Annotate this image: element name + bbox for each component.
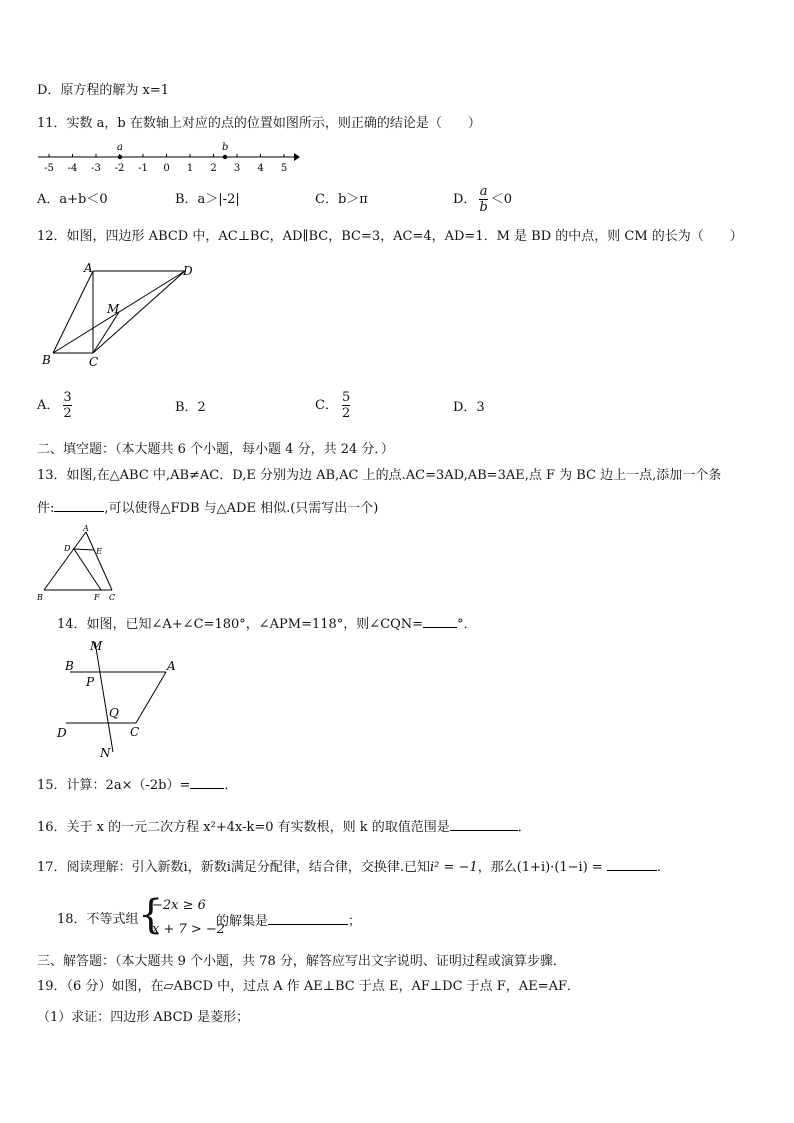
numberline-tick-label: 0 <box>163 163 170 174</box>
q12-label-a: A <box>84 261 93 275</box>
q13-line2 <box>37 499 378 517</box>
q16-answer-blank[interactable] <box>450 818 518 831</box>
q15-prefix: 15．计算：2a×（-2b）= <box>37 778 191 793</box>
q11-option-c: C．b＞π <box>315 192 368 207</box>
q12-option-a <box>37 390 72 421</box>
q12-figure <box>36 262 206 372</box>
q12-option-c-prefix: C． <box>315 397 338 413</box>
q14-stem-suffix: °． <box>457 617 477 632</box>
numberline-tick-label: -5 <box>44 163 54 174</box>
numberline-tick-label: -4 <box>67 163 78 174</box>
fraction-numerator: a <box>479 184 488 199</box>
q12-label-m: M <box>107 302 120 316</box>
q11-option-a: A．a+b＜0 <box>37 192 108 207</box>
q17-prefix: 17．阅读理解：引入新数i，新数i满足分配律，结合律，交换律.已知 <box>37 860 430 875</box>
q12-label-b: B <box>42 353 51 367</box>
numberline-tick-label: 5 <box>280 163 288 174</box>
q13-label-d: D <box>64 544 71 553</box>
section3-heading: 三、解答题：（本大题共 9 个小题，共 78 分，解答应写出文字说明、证明过程或演算步骤． <box>37 954 566 969</box>
q11-label-a: a <box>117 142 123 153</box>
q17-math-i-squared: i² = −1 <box>430 860 478 875</box>
q15-stem <box>37 776 237 794</box>
numberline-tick-label: 4 <box>257 163 264 174</box>
q13-line1: 13．如图,在△ABC 中,AB≠AC．D,E 分别为边 AB,AC 上的点.AC=3AD,AB=3AE,点 F 为 BC 边上一点,添加一个条 <box>37 468 722 483</box>
q12-option-a-fraction <box>63 390 71 421</box>
numberline-tick-label: 2 <box>210 163 217 174</box>
q16-suffix: ． <box>517 820 531 835</box>
q11-label-b: b <box>222 142 229 153</box>
section2-heading: 二、填空题：（本大题共 6 个小题，每小题 4 分，共 24 分．） <box>37 442 394 457</box>
fraction-denominator: 2 <box>341 406 351 421</box>
q18-end: ； <box>348 914 362 929</box>
q12-option-c <box>315 390 350 421</box>
q19-stem: 19．（6 分）如图，在▱ABCD 中，过点 A 作 AE⊥BC 于点 E，AF⊥DC 于点 F，AE=AF． <box>37 979 580 994</box>
q17-suffix: . <box>656 860 661 875</box>
q14-label-c: C <box>130 725 140 739</box>
q11-number-line <box>36 140 301 174</box>
q18-suffix: 的解集是 <box>216 914 269 929</box>
q14-stem <box>57 615 477 633</box>
q16-stem <box>37 818 531 836</box>
q14-label-a: A <box>167 659 176 673</box>
q12-stem: 12．如图，四边形 ABCD 中，AC⊥BC，AD∥BC，BC=3，AC=4，AD=1．M 是 BD 的中点，则 CM 的长为（ ） <box>37 229 743 244</box>
q14-figure <box>50 636 190 764</box>
q11-option-d <box>453 184 512 215</box>
fraction-denominator: b <box>479 200 488 215</box>
q17-answer-blank[interactable] <box>607 858 657 871</box>
numberline-tick-label: -2 <box>114 163 125 174</box>
q11-option-b: B．a＞|-2| <box>175 192 240 207</box>
q12-label-c: C <box>89 355 99 369</box>
numberline-tick-label: -1 <box>138 163 148 174</box>
q13-label-c: C <box>109 593 116 602</box>
fraction-numerator: 5 <box>341 390 351 405</box>
q11-point-a <box>118 155 122 159</box>
q11-option-d-prefix: D． <box>453 191 477 207</box>
q11-stem: 11．实数 a，b 在数轴上对应的点的位置如图所示，则正确的结论是（ ） <box>37 116 481 131</box>
q14-answer-blank[interactable] <box>423 615 457 628</box>
q17-stem <box>37 858 661 876</box>
q14-label-q: Q <box>109 706 119 720</box>
q11-option-d-suffix: ＜0 <box>490 191 513 207</box>
q10-option-d: D．原方程的解为 x=1 <box>37 83 170 98</box>
fraction-denominator: 2 <box>63 406 72 421</box>
q11-option-d-fraction <box>479 184 487 215</box>
q14-label-n: N <box>100 746 111 760</box>
q17-math-product: (1+i)·(1−i) = <box>516 860 603 875</box>
numberline-tick-label: -3 <box>91 163 101 174</box>
q14-label-m: M <box>90 639 103 653</box>
q14-label-d: D <box>57 726 67 740</box>
q18-suffix-line <box>216 912 361 930</box>
q14-label-b: B <box>65 659 74 673</box>
q18-brace: { <box>138 892 164 938</box>
q12-option-d: D．3 <box>453 400 485 415</box>
q18-inequality-1: −2x ≥ 6 <box>152 898 206 913</box>
q14-label-p: P <box>86 675 95 689</box>
numberline-tick-label: 3 <box>233 163 241 174</box>
q14-stem-prefix: 14．如图，已知∠A+∠C=180°，∠APM=118°，则∠CQN= <box>57 617 424 632</box>
q13-label-f: F <box>94 593 100 602</box>
q13-figure <box>36 526 126 604</box>
q19-part1: （1）求证：四边形 ABCD 是菱形； <box>37 1010 250 1025</box>
q15-suffix: ． <box>224 778 238 793</box>
q12-label-d: D <box>183 264 193 278</box>
q11-point-b <box>223 155 227 159</box>
q13-label-a: A <box>83 524 89 533</box>
q16-prefix: 16．关于 x 的一元二次方程 x²+4x-k=0 有实数根，则 k 的取值范围是 <box>37 820 450 835</box>
q12-option-a-prefix: A． <box>37 397 60 413</box>
q13-line2-prefix: 件: <box>37 501 55 516</box>
numberline-tick-label: 1 <box>186 163 194 174</box>
q13-label-b: B <box>37 593 43 602</box>
q12-option-c-fraction <box>342 390 350 421</box>
q18-answer-blank[interactable] <box>268 912 348 925</box>
q13-answer-blank[interactable] <box>54 499 104 512</box>
q18-inequality-2: x + 7 > −2 <box>152 922 226 937</box>
q17-mid: ，那么 <box>477 860 517 875</box>
q13-label-e: E <box>96 547 102 556</box>
fraction-numerator: 3 <box>63 390 72 405</box>
q18-prefix: 18．不等式组 <box>57 912 139 927</box>
q15-answer-blank[interactable] <box>190 776 224 789</box>
q12-option-b: B．2 <box>175 400 206 415</box>
q13-line2-suffix: ,可以使得△FDB 与△ADE 相似.(只需写出一个) <box>104 501 379 516</box>
